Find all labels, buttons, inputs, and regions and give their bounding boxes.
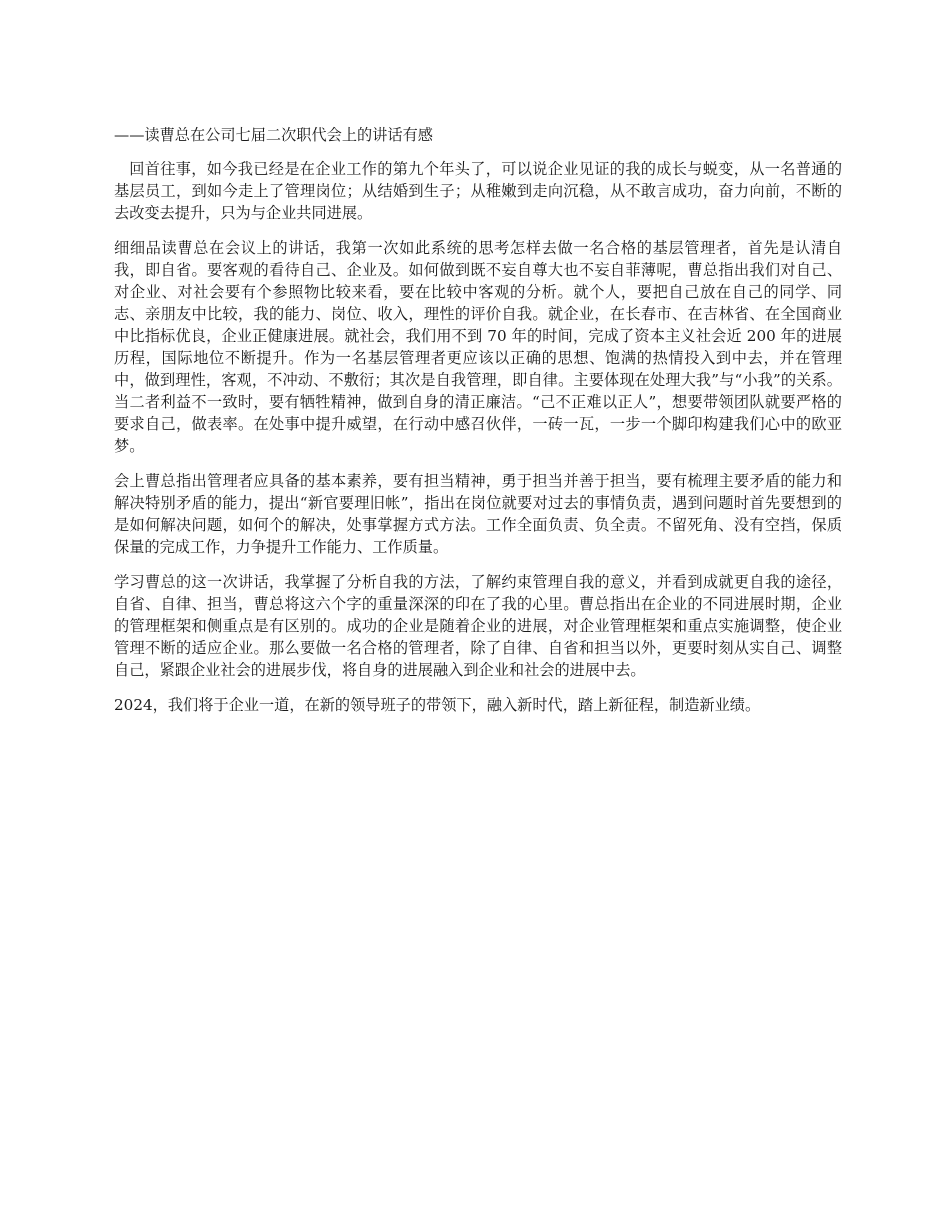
document-subtitle: ——读曹总在公司七届二次职代会上的讲话有感	[114, 126, 433, 144]
paragraph-intro: 回首往事，如今我已经是在企业工作的第九个年头了，可以说企业见证的我的成长与蜕变，从一名普通的基层员工，到如今走上了管理岗位；从结婚到生子；从稚嫩到走向沉稳，从不敢言成功，奋力向前，不断的去改变去提升，只为与企业共同进展。	[114, 160, 842, 222]
paragraph-self-reflection: 细细品读曹总在会议上的讲话，我第一次如此系统的思考怎样去做一名合格的基层管理者，首先是认清自我，即自省。要客观的看待自己、企业及。如何做到既不妄自尊大也不妄自菲薄呢，曹总指出我们对自己、对企业、对社会要有个参照物比较来看，要在比较中客观的分析。就个人，要把自己放在自己的同学、同志、亲朋友中比较，我的能力、岗位、收入，理性的评价自我。就企业，在长春市、在吉林省、在全国商业中比指标优良，企业正健康进展。就社会，我们用不到 70 年的时间，完成了资本主义社会近 200 年的进展历程，国际地位不断提升。作为一名基层管理者更应该以正确的思想、饱满的热情投入到中去，并在管理中，做到理性，客观，不冲动、不敷衍；其次是自我管理，即自律。主要体现在处理大我”与“小我”的关系。当二者利益不一致时，要有牺牲精神，做到自身的清正廉洁。“己不正难以正人”，想要带领团队就要严格的要求自己，做表率。在处事中提升威望，在行动中感召伙伴，一砖一瓦，一步一个脚印构建我们心中的欧亚梦。	[114, 239, 842, 455]
paragraph-learning: 学习曹总的这一次讲话，我掌握了分析自我的方法，了解约束管理自我的意义，并看到成就更自我的途径，自省、自律、担当，曹总将这六个字的重量深深的印在了我的心里。曹总指出在企业的不同进展时期，企业的管理框架和侧重点是有区别的。成功的企业是随着企业的进展，对企业管理框架和重点实施调整，使企业管理不断的适应企业。那么要做一名合格的管理者，除了自律、自省和担当以外，更要时刻从实自己、调整自己，紧跟企业社会的进展步伐，将自身的进展融入到企业和社会的进展中去。	[114, 573, 842, 679]
paragraph-closing: 2024，我们将于企业一道，在新的领导班子的带领下，融入新时代，踏上新征程，制造新业绩。	[114, 696, 761, 714]
paragraph-responsibility: 会上曹总指出管理者应具备的基本素养，要有担当精神，勇于担当并善于担当，要有梳理主要矛盾的能力和解决特别矛盾的能力，提出“新官要理旧帐”，指出在岗位就要对过去的事情负责，遇到问题时首先要想到的是如何解决问题，如何个的解决，处事掌握方式方法。工作全面负责、负全责。不留死角、没有空挡，保质保量的完成工作，力争提升工作能力、工作质量。	[114, 472, 842, 556]
document-body	[114, 124, 842, 729]
